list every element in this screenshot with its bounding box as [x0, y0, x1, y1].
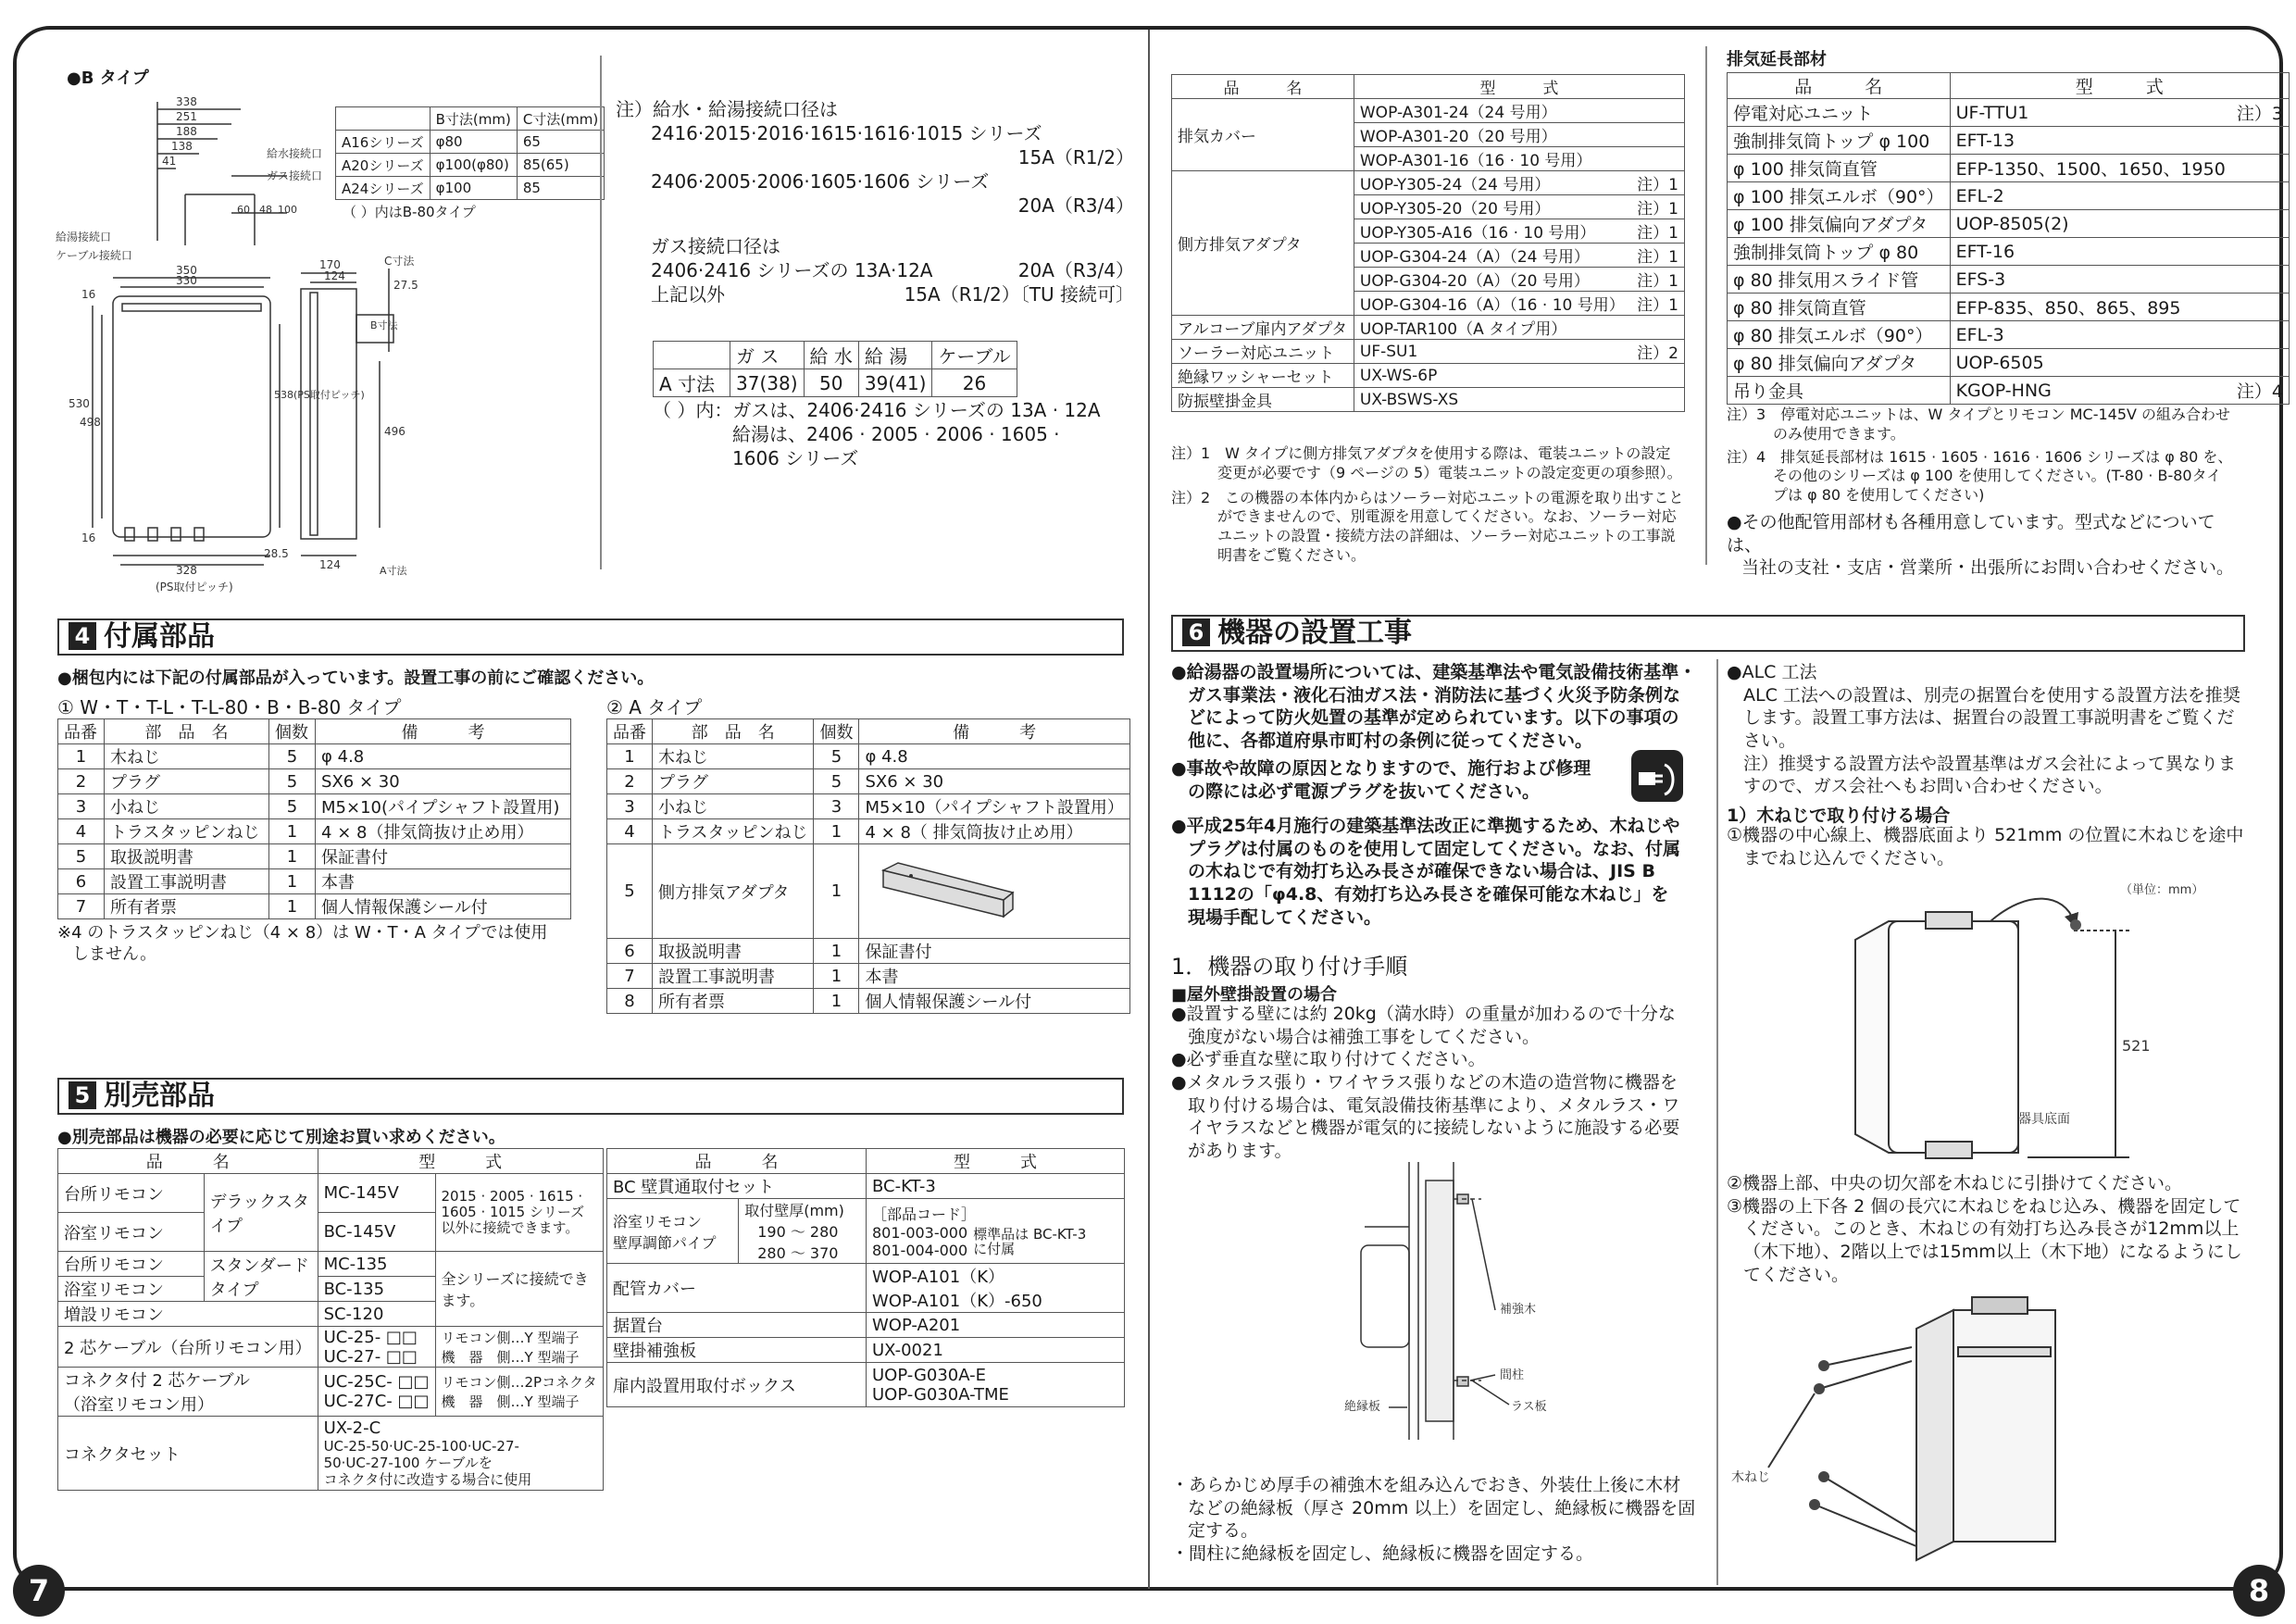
sec6-h2: ■屋外壁掛設置の場合	[1171, 985, 1338, 1005]
side-adapter-icon	[865, 852, 1013, 926]
sec6-p5: ・あらかじめ厚手の補強木を組み込んでおき、外装仕上後に木材 などの絶縁板（厚さ 20mm 以上）を固定し、絶縁板に機器を固 定する。 ・間柱に絶縁板を固定し、絶縁板に機器を固定する。	[1171, 1475, 1696, 1565]
btype-table-note: （ ）内はB-80タイプ	[343, 204, 476, 220]
dim-328: 328	[176, 564, 197, 577]
dim-a: A寸法	[380, 565, 407, 577]
alc-section: ●ALC 工法 ALC 工法への設置は、別売の据置台を使用する設置方法を推奨 します。設置工事方法は、据置台の設置工事説明書をご覧くだ さい。 注）推奨する設置方法や設置基準はガス会社によって異なりま すので、ガス会社へもお問い合わせください。	[1727, 662, 2240, 797]
option-table: 品 名 型 式 排気カバー WOP-A301-24（24 号用） WOP-A301-20（20 号用） WOP-A301-16（16 · 10 号用） 側方排気アダプタ UOP-Y305-24（24 号用） 注）1 UOP-Y305-20（20 号用） 注）1 UOP-Y305-A16（16 · 10 号用） 注）1 UOP-G304-24（A）（24 号用） 注）1 UOP-G304-20（A）（20 号用） 注）1 UOP-G304-16（A）（16 · 10 号用） 注）1 アルコーブ扉内アダプタ UOP-TAR100（A タイプ用） ソーラー対応ユニット UF-SU1 注）2 絶縁ワッシャーセット UX-WS-6P 防振壁掛金具 UX-BSWS-XS	[1171, 74, 1685, 412]
option-notes: 注）1 W タイプに側方排気アダプタを使用する際は、電装ユニットの設定 変更が必要です（9 ページの 5）電装ユニットの設定変更の項参照）。 注）2 この機器の本体内からはソーラー対応ユニットの電源を取り出すこと ができませんので、別電源を用意してください。なお、ソーラー対応 ユニットの設置・接続方法の詳細は、ソーラー対応ユニットの工事説 明書をご覧ください。	[1171, 444, 1684, 564]
sec4-a-table: 品番 部 品 名 個数 備 考 1 木ねじ 5 φ 4.8 2 プラグ 5 SX6 × 30 3 小ねじ 3 M5×10（パイプシャフト設置用） 4 トラスタッピンねじ 1 4 × 8（ 排気筒抜け止め用） 5 側方排気アダプタ 1 6 取扱説明書 1 保証書付 7 設置工事説明書 1 本書 8 所有者票 1 個人情報保護シール付	[606, 718, 1130, 1014]
section-5-title: 5 別売部品	[57, 1078, 1124, 1115]
sec6-p3: ●平成25年4月施行の建築基準法改正に準拠するため、木ねじや プラグは付属のものを使用して固定してください。なお、付属 の木ねじで有効打ち込み長さが確保できない場合は、JIS B 1112の「φ4.8、有効打ち込み長さを確保可能な木ねじ」を 現場手配してください。	[1171, 816, 1681, 928]
dim-100: 100	[278, 204, 297, 216]
dim-521-label: 521	[2122, 1037, 2151, 1055]
sec6-h1: 1．機器の取り付け手順	[1171, 954, 1408, 980]
wall-mount-diagram	[1333, 1162, 1592, 1449]
part-cable: ケーブル接続口	[56, 249, 132, 262]
dim-28-5: 28.5	[264, 547, 289, 560]
dim-498: 498	[80, 416, 101, 429]
heater-hook-diagram	[1833, 884, 2222, 1167]
a-dim-table: ガ ス 給 水 給 湯 ケーブル A 寸法 37(38) 50 39(41) 26	[653, 341, 1017, 397]
conn-notes: 注）給水・給湯接続口径は 2416·2015·2016·1615·1616·1015 シリーズ 15A（R1/2） 2406·2005·2006·1605·1606 シリーズ 20A（R3/4） ガス接続口径は 2406·2416 シリーズの 13A·12A 20A（R3/4） 上記以外 15A（R1/2）〔TU 接続可〕	[616, 98, 1134, 306]
sec4-wt-note: ※4 のトラスタッピンねじ（4 × 8）は W・T・A タイプでは使用 しません。	[57, 923, 548, 965]
dim-530: 530	[69, 397, 90, 410]
label-lath: ラス板	[1511, 1400, 1547, 1414]
step1-text: ①機器の中心線上、機器底面より 521mm の位置に木ねじを途中 までねじ込んでください。	[1727, 825, 2244, 868]
btype-table: B寸法(mm) C寸法(mm) A16シリーズ φ80 65 A20シリーズ φ100(φ80) 85(65) A24シリーズ φ100 85	[335, 106, 605, 200]
exhaust-notes: 注）3 停電対応ユニットは、W タイプとリモコン MC-145V の組み合わせ のみ使用できます。 注）4 排気延長部材は 1615 · 1605 · 1616 · 1606 シリーズは φ 80 を、 その他のシリーズは φ 100 を使用してください。(T-80 · B-80タイ プは φ 80 を使用してください) ●その他配管用部材も各種用意しています。型式などについては、 当社の支社・支店・営業所・出張所にお問い合わせください。	[1727, 406, 2235, 579]
dim-350: 350	[176, 264, 197, 277]
part-water-in: 給水接続口	[267, 147, 323, 160]
sec6-p2: ●事故や故障の原因となりますので、施行および修理 の際には必ず電源プラグを抜いてください。	[1171, 758, 1591, 802]
dim-48: 48	[259, 204, 272, 216]
section-6-title: 6 機器の設置工事	[1171, 615, 2245, 652]
bottom-label: 器具底面	[2018, 1112, 2070, 1127]
page-divider	[1148, 30, 1150, 1589]
dim-538: 538(PS取付ピッチ)	[274, 389, 365, 401]
dim-330: 330	[176, 274, 197, 287]
screw-icon-3	[1818, 1471, 1829, 1482]
sec4-wt-title: ① W・T・T-L・T-L-80・B・B-80 タイプ	[57, 696, 402, 718]
screw-icon-1	[1818, 1360, 1829, 1371]
label-insulator: 絶縁板	[1344, 1400, 1381, 1414]
sec6-p1: ●給湯器の設置場所については、建築基準法や電気設備技術基準・ ガス事業法・液化石油ガス法・消防法に基づく火災予防条例な どによって防火処置の基準が定められています。以下の事項の 他に、各都道府県市町村の条例に従ってください。	[1171, 662, 1697, 752]
dim-188: 188	[176, 125, 197, 138]
step1-heading: 1）木ねじで取り付ける場合	[1727, 806, 1951, 826]
label-reinforce: 補強木	[1500, 1303, 1537, 1317]
unit-label: （単位：mm）	[2120, 883, 2204, 897]
page-number-left: 7	[13, 1565, 65, 1617]
dim-170: 170	[319, 258, 341, 271]
dim-c: C寸法	[384, 255, 415, 268]
part-hot-out: 給湯接続口	[56, 231, 112, 244]
heater-screw-diagram	[1731, 1292, 2148, 1569]
wood-screw-label: 木ねじ	[1731, 1470, 1770, 1485]
page-number-right: 8	[2233, 1565, 2285, 1617]
unplug-icon	[1629, 748, 1685, 804]
sec5-remote-table: 品 名 型 式 台所リモコン デラックスタイプ MC-145V 2015 · 2005 · 1615 · 1605 · 1015 シリーズ以外に接続できます。 浴室リモコン BC-145V 台所リモコン スタンダードタイプ MC-135 全シリーズに接続できます。 浴室リモコン BC-135 増設リモコン SC-120 2 芯ケーブル（台所リモコン用） UC-25- □□ UC-27- □□ リモコン側…Y 型端子 機 器 側…Y 型端子 コネクタ付 2 芯ケーブル （浴室リモコン用） UC-25C- □□ UC-27C- □□ リモコン側…2Pコネクタ 機 器 側…Y 型端子 コネクタセット UX-2-C UC-25-50·UC-25-100·UC-27- 50·UC-27-100 ケーブルを コネクタ付に改造する場合に使用	[57, 1148, 604, 1491]
dim-338: 338	[176, 95, 197, 108]
dim-124-top: 124	[324, 269, 345, 282]
sec6-p4: ●設置する壁には約 20kg（満水時）の重量が加わるので十分な 強度がない場合は補強工事をしてください。 ●必ず垂直な壁に取り付けてください。 ●メタルラス張り・ワイヤラス張りなどの木造の造営物に機器を 取り付ける場合は、電気設備技術基準により、メタルラス・ワ イヤラスなどと機器が電気的に接続しないように施設する必要 があります。	[1171, 1004, 1680, 1162]
dim-124-bot: 124	[319, 558, 341, 571]
dim-27-5: 27.5	[393, 279, 418, 292]
exhaust-title: 排気延長部材	[1727, 50, 1827, 69]
label-stud: 間柱	[1500, 1368, 1525, 1382]
dim-ps: (PS取付ピッチ)	[156, 581, 233, 593]
exhaust-table: 品 名 型 式 停電対応ユニット UF-TTU1 注）3 強制排気筒トップ φ 100 EFT-13 φ 100 排気筒直管 EFP-1350、1500、1650、1950 φ 100 排気エルボ（90°） EFL-2 φ 100 排気偏向アダプタ UOP-8505(2) 強制排気筒トップ φ 80 EFT-16 φ 80 排気用スライド管 EFS-3 φ 80 排気筒直管 EFP-835、850、865、895 φ 80 排気エルボ（90°） EFL-3 φ 80 排気偏向アダプタ UOP-6505 吊り金具 KGOP-HNG 注）4	[1727, 72, 2290, 405]
dim-41: 41	[162, 155, 177, 168]
dim-b: B寸法	[370, 319, 398, 331]
screw-icon	[2070, 919, 2081, 931]
sec4-intro: ●梱包内には下記の付属部品が入っています。設置工事の前にご確認ください。	[57, 668, 655, 688]
dim-251: 251	[176, 110, 197, 123]
sec5-parts-table: 品 名 型 式 BC 壁貫通取付セット BC-KT-3 浴室リモコン 壁厚調節パイプ 取付壁厚(mm) 190 〜 280 280 〜 370 ［部品コード］ 801-003-000 801-004-000 標準品は BC-KT-3 に付属 配管カバー WOP-A101（K） WOP-A101（K）-650 据置台 WOP-A201 壁掛補強板 UX-0021 扉内設置用取付ボックス UOP-G030A-E UOP-G030A-TME	[606, 1148, 1125, 1407]
dim-60: 60	[237, 204, 250, 216]
screw-icon-2	[1814, 1383, 1825, 1394]
dim-16-a: 16	[81, 288, 96, 301]
side-adapter-picture	[859, 844, 1129, 939]
sec5-intro: ●別売部品は機器の必要に応じて別途お買い求めください。	[57, 1128, 505, 1147]
sec4-a-title: ② A タイプ	[606, 696, 703, 718]
dim-138: 138	[171, 140, 193, 153]
a-dim-note: （ ）内：ガスは、2406·2416 シリーズの 13A · 12A 給湯は、2406 · 2005 · 2006 · 1605 · 1606 シリーズ	[653, 399, 1101, 469]
section-4-title: 4 付属部品	[57, 618, 1124, 656]
dim-496: 496	[384, 425, 406, 438]
btype-label: ●B タイプ	[67, 69, 149, 88]
part-gas: ガス接続口	[267, 169, 323, 182]
screw-icon-4	[1809, 1499, 1820, 1510]
step2-text: ②機器上部、中央の切欠部を木ねじに引掛けてください。 ③機器の上下各 2 個の長穴に木ねじをねじ込み、機器を固定して ください。このとき、木ねじの有効打ち込み長さが12mm以上 （木下地）、2階以上では15mm以上（木下地）になるようにし てください。	[1727, 1173, 2242, 1285]
dim-16-b: 16	[81, 531, 96, 544]
sec4-wt-table: 品番 部 品 名 個数 備 考 1 木ねじ 5 φ 4.8 2 プラグ 5 SX6 × 30 3 小ねじ 5 M5×10(パイプシャフト設置用) 4 トラスタッピンねじ 1 4 × 8（排気筒抜け止め用） 5 取扱説明書 1 保証書付 6 設置工事説明書 1 本書 7 所有者票 1 個人情報保護シール付	[57, 718, 571, 919]
